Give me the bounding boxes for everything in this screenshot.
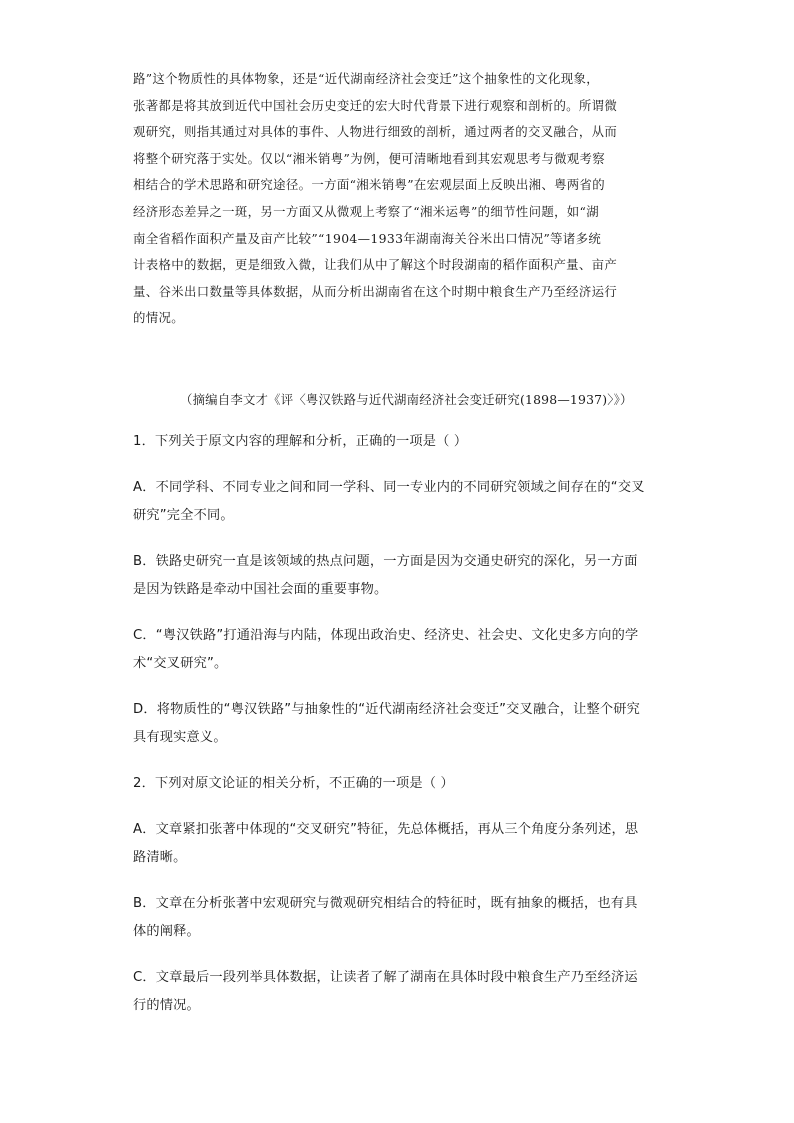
- passage-line: 路”这个物质性的具体物象，还是“近代湖南经济社会变迁”这个抽象性的文化现象，: [133, 71, 599, 86]
- passage-line: 观研究，则指其通过对具体的事件、人物进行细致的剖析，通过两者的交叉融合，从而: [133, 124, 618, 140]
- question-1-stem: 1．下列关于原文内容的理解和分析，正确的一项是（ ）: [133, 434, 468, 449]
- passage-line: 将整个研究落于实处。仅以“湘米销粤”为例，便可清晰地看到其宏观思考与微观考察: [133, 150, 606, 166]
- passage-line: 南全省稻作面积产量及亩产比较”“1904—1933年湖南海关谷米出口情况”等诸多统: [133, 230, 602, 246]
- question-1-option-c: C．“粤汉铁路”打通沿海与内陆，体现出政治史、经济史、社会史、文化史多方向的学: [133, 628, 639, 643]
- passage-line: 量、谷米出口数量等具体数据，从而分析出湖南省在这个时期中粮食生产乃至经济运行: [133, 283, 618, 299]
- passage-line: 计表格中的数据，更是细致入微，让我们从中了解这个时段湖南的稻作面积产量、亩产: [133, 257, 618, 273]
- passage-line: 经济形态差异之一斑，另一方面又从微观上考察了“湘米运粤”的细节性问题，如“湖: [133, 203, 599, 219]
- question-2-stem: 2．下列对原文论证的相关分析，不正确的一项是（ ）: [133, 776, 454, 791]
- question-1-option-a: A．不同学科、不同专业之间和同一学科、同一专业内的不同研究领域之间存在的“交叉: [133, 480, 645, 495]
- passage-line: 的情况。: [133, 310, 184, 326]
- passage-text: [133, 66, 663, 332]
- question-1-option-c-cont: 术“交叉研究”。: [133, 656, 228, 671]
- question-2-option-c-cont: 行的情况。: [133, 998, 200, 1013]
- passage-line: 相结合的学术思路和研究途径。一方面“湘米销粤”在宏观层面上反映出湘、粤两省的: [133, 177, 606, 193]
- source-citation: （摘编自李文才《评〈粤汉铁路与近代湖南经济社会变迁研究(1898—1937)〉》）: [180, 392, 633, 407]
- question-1-option-b: B．铁路史研究一直是该领域的热点问题，一方面是因为交通史研究的深化，另一方面: [133, 554, 638, 569]
- question-2-option-b: B．文章在分析张著中宏观研究与微观研究相结合的特征时，既有抽象的概括，也有具: [133, 896, 638, 911]
- question-2-option-a-cont: 路清晰。: [133, 850, 187, 865]
- question-1-option-b-cont: 是因为铁路是牵动中国社会面的重要事物。: [133, 582, 388, 597]
- passage-line: 张著都是将其放到近代中国社会历史变迁的宏大时代背景下进行观察和剖析的。所谓微: [133, 97, 618, 113]
- question-1-option-d-cont: 具有现实意义。: [133, 730, 227, 745]
- question-2-option-c: C．文章最后一段列举具体数据，让读者了解了湖南在具体时段中粮食生产乃至经济运: [133, 970, 638, 985]
- question-2-option-b-cont: 体的阐释。: [133, 924, 200, 939]
- question-1-option-d: D．将物质性的“粤汉铁路”与抽象性的“近代湖南经济社会变迁”交叉融合，让整个研究: [133, 702, 641, 717]
- question-2-option-a: A．文章紧扣张著中体现的“交叉研究”特征，先总体概括，再从三个角度分条列述，思: [133, 822, 639, 837]
- question-1-option-a-cont: 研究”完全不同。: [133, 508, 234, 523]
